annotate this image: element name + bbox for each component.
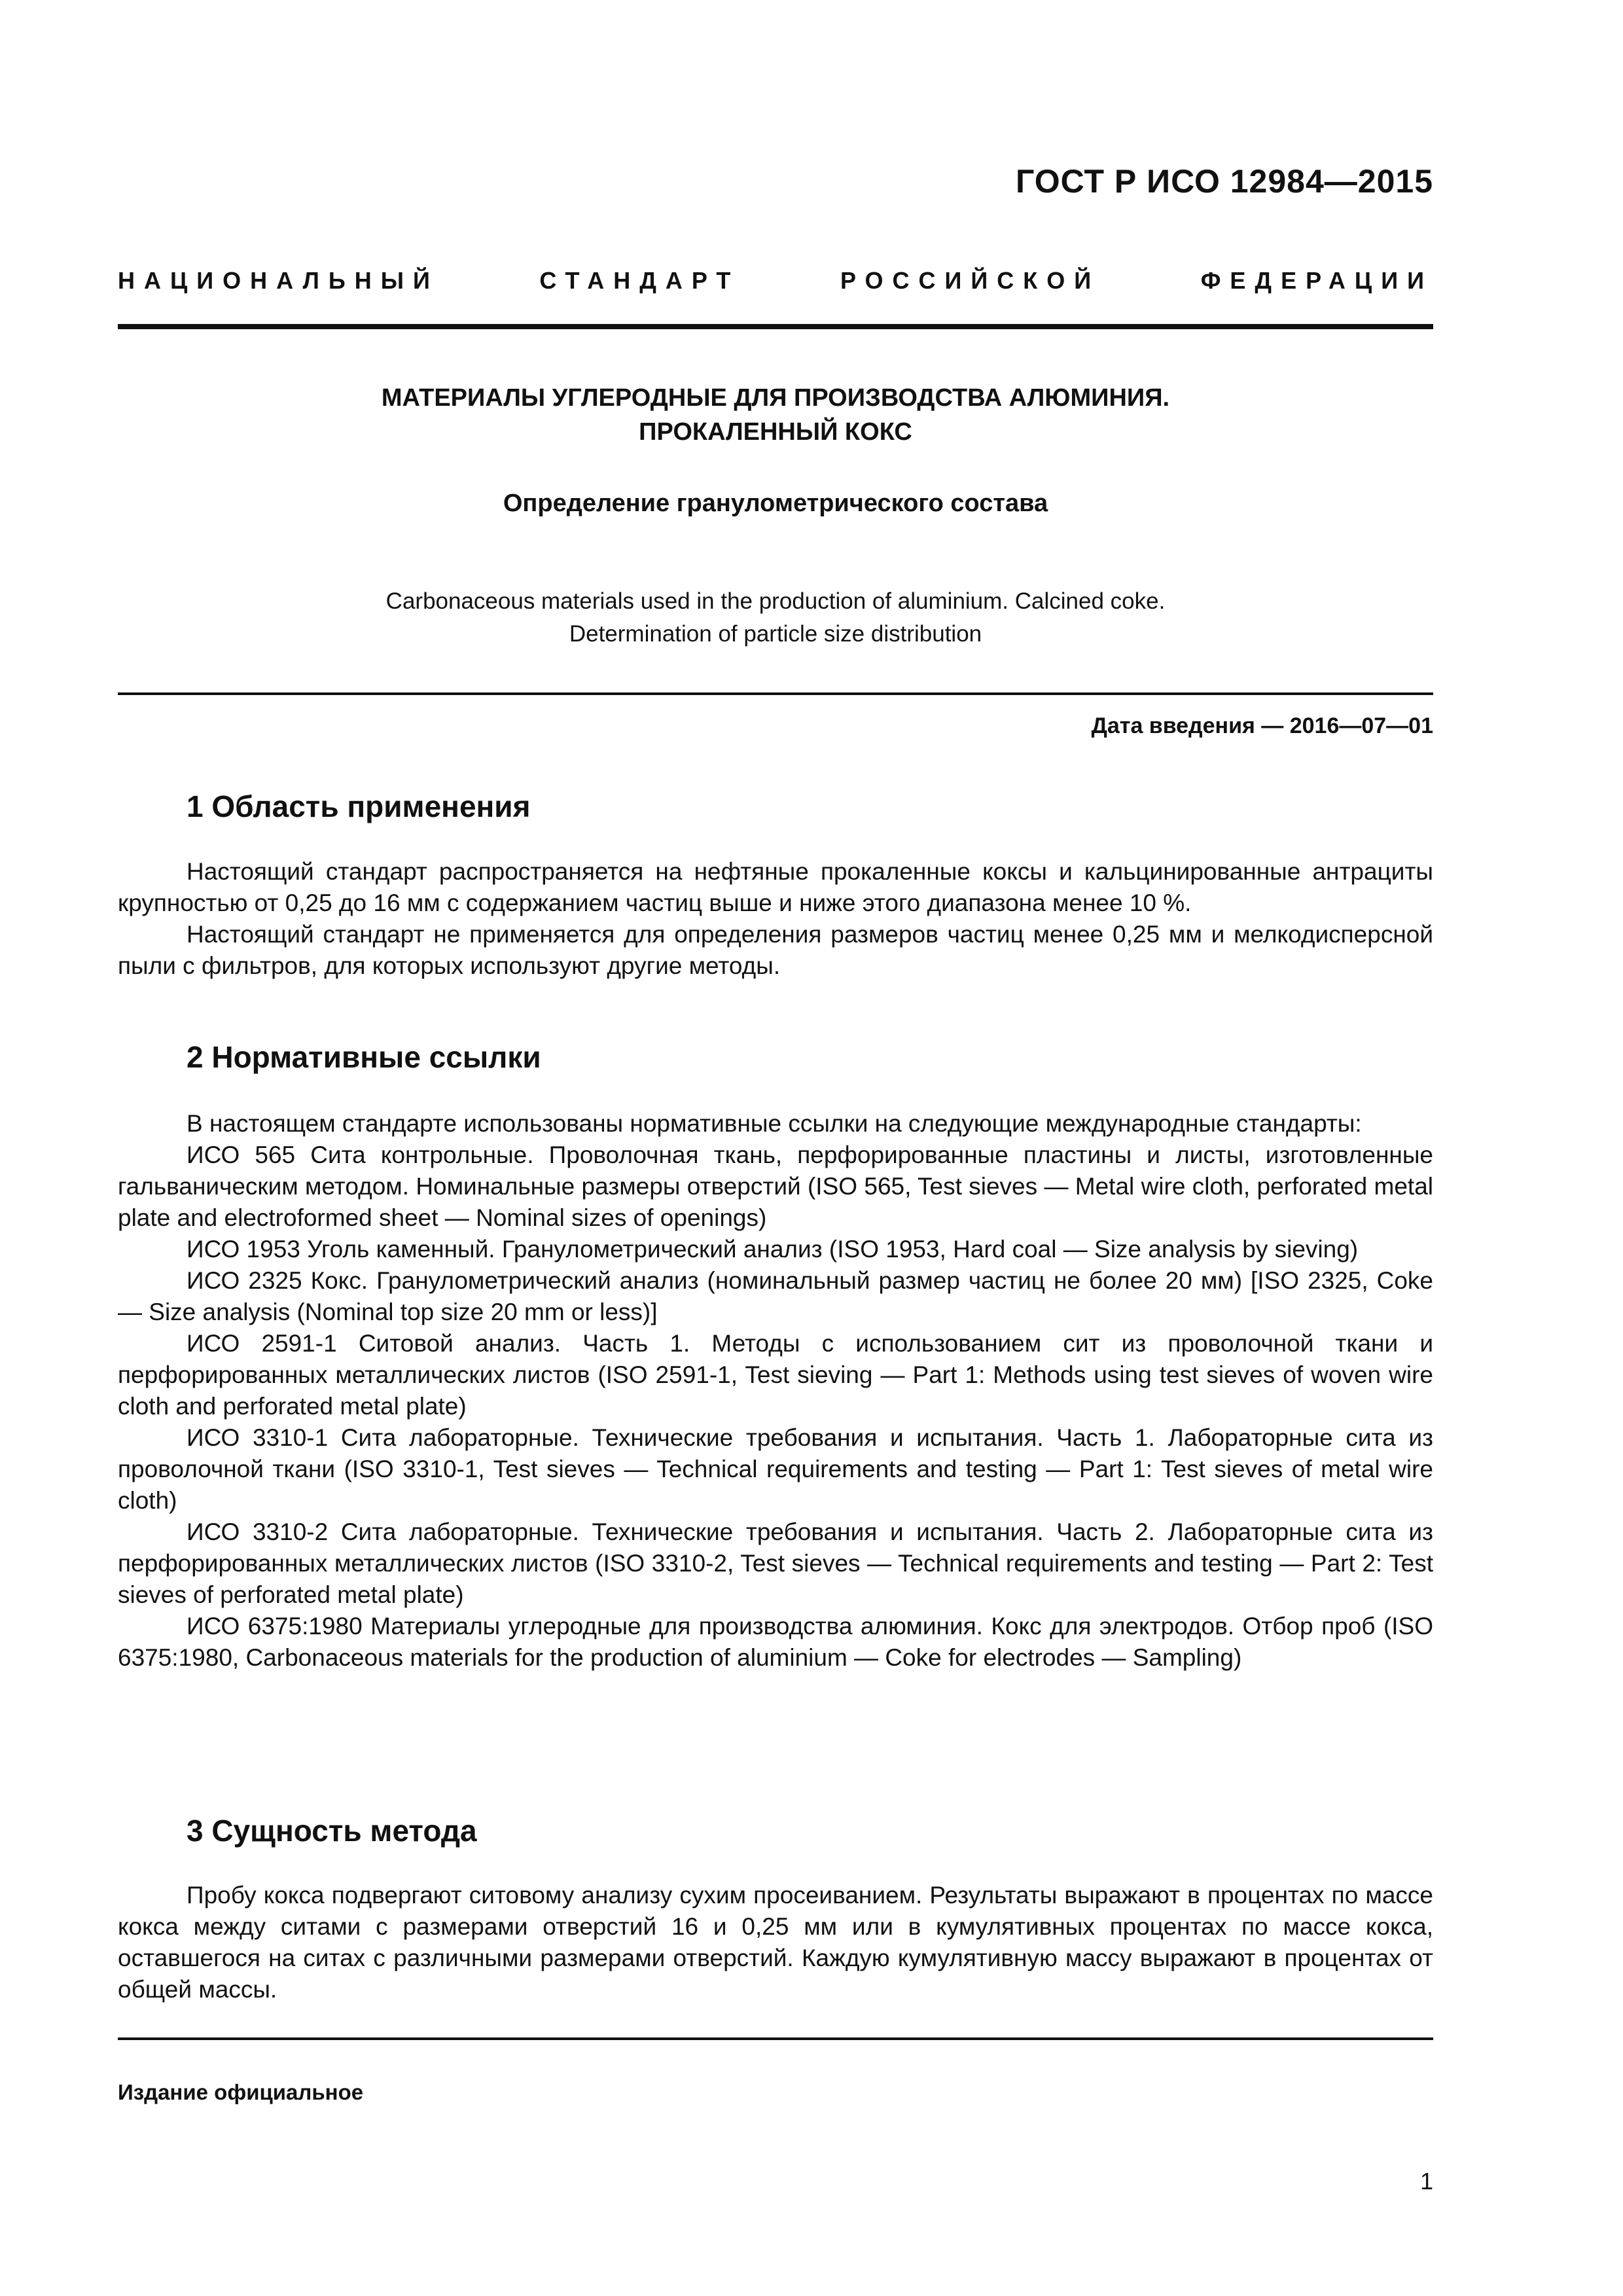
reference-item: ИСО 1953 Уголь каменный. Гранулометрический анализ (ISO 1953, Hard coal — Size analysis by sieving) [187,1236,1359,1263]
national-word: НАЦИОНАЛЬНЫЙ [118,267,439,294]
paragraph: Настоящий стандарт распространяется на нефтяные прокаленные коксы и кальцинированные антрациты крупностью от 0,25 до 16 мм с содержанием частиц выше и ниже этого диапазона менее 10 %. [118,858,1433,916]
title-ru-line-2: ПРОКАЛЕННЫЙ КОКС [639,418,912,446]
document-code: ГОСТ Р ИСО 12984—2015 [1016,163,1433,200]
paragraph: Пробу кокса подвергают ситовому анализу сухим просеиванием. Результаты выражают в процентах по массе кокса между ситами с размерами отверстий 16 и 0,25 мм или в кумулятивных процентах по массе кокса, оставшегося на ситах с различными размерами отверстий. Каждую кумулятивную массу выражают в процентах от общей массы. [118,1882,1433,2003]
title-ru-line-1: МАТЕРИАЛЫ УГЛЕРОДНЫЕ ДЛЯ ПРОИЗВОДСТВА АЛЮМИНИЯ. [381,384,1170,412]
national-standard-line [118,267,1433,295]
intro-date: Дата введения — 2016—07—01 [1091,713,1433,738]
section-1-body [118,856,1433,982]
section-1-heading: 1 Область применения [187,789,531,823]
edition-label: Издание официальное [118,2080,364,2104]
section-3-heading: 3 Сущность метода [187,1814,477,1848]
title-divider [118,692,1433,695]
reference-item: ИСО 3310-2 Сита лабораторные. Технические требования и испытания. Часть 2. Лабораторные сита из перфорированных металлических листов (ISO 3310-2, Test sieves — Technical requirements and testing — Part 2: Test sieves of perforated metal plate) [118,1518,1433,1608]
section-2-body [118,1108,1433,1674]
page-number: 1 [1419,2168,1433,2195]
reference-item: ИСО 2591-1 Ситовой анализ. Часть 1. Методы с использованием сит из проволочной ткани и перфорированных металлических листов (ISO 2591-1, Test sieving — Part 1: Methods using test sieves of woven wire cloth and perforated metal plate) [118,1330,1433,1420]
paragraph: В настоящем стандарте использованы нормативные ссылки на следующие международные стандарты: [187,1110,1362,1137]
national-word: ФЕДЕРАЦИИ [1200,267,1433,294]
reference-item: ИСО 3310-1 Сита лабораторные. Технические требования и испытания. Часть 1. Лабораторные сита из проволочной ткани (ISO 3310-1, Test sieves — Technical requirements and testing — Part 1: Test sieves of metal wire cloth) [118,1424,1433,1514]
paragraph: Настоящий стандарт не применяется для определения размеров частиц менее 0,25 мм и мелкодисперсной пыли с фильтров, для которых используют другие методы. [118,921,1433,979]
title-en-line-1: Carbonaceous materials used in the production of aluminium. Calcined coke. [385,588,1166,614]
reference-item: ИСО 565 Сита контрольные. Проволочная ткань, перфорированные пластины и листы, изготовленные гальваническим методом. Номинальные размеры отверстий (ISO 565, Test sieves — Metal wire cloth, perforated metal plate and electroformed sheet — Nominal sizes of openings) [118,1141,1433,1231]
national-word: СТАНДАРТ [539,267,740,294]
title-en-line-2: Determination of particle size distribution [569,621,982,647]
title-en [118,585,1433,651]
reference-item: ИСО 2325 Кокс. Гранулометрический анализ (номинальный размер частиц не более 20 мм) [ISO 2325, Coke — Size analysis (Nominal top size 20 mm or less)] [118,1267,1433,1325]
footer-divider [118,2037,1433,2040]
section-3-body [118,1880,1433,2005]
title-ru [118,381,1433,449]
reference-item: ИСО 6375:1980 Материалы углеродные для производства алюминия. Кокс для электродов. Отбор проб (ISO 6375:1980, Carbonaceous materials for the production of aluminium — Coke for electrodes — Sampling) [118,1613,1433,1671]
section-2-heading: 2 Нормативные ссылки [187,1040,541,1074]
subtitle-ru: Определение гранулометрического состава [503,490,1048,517]
header-divider [118,324,1433,329]
national-word: РОССИЙСКОЙ [840,267,1101,294]
